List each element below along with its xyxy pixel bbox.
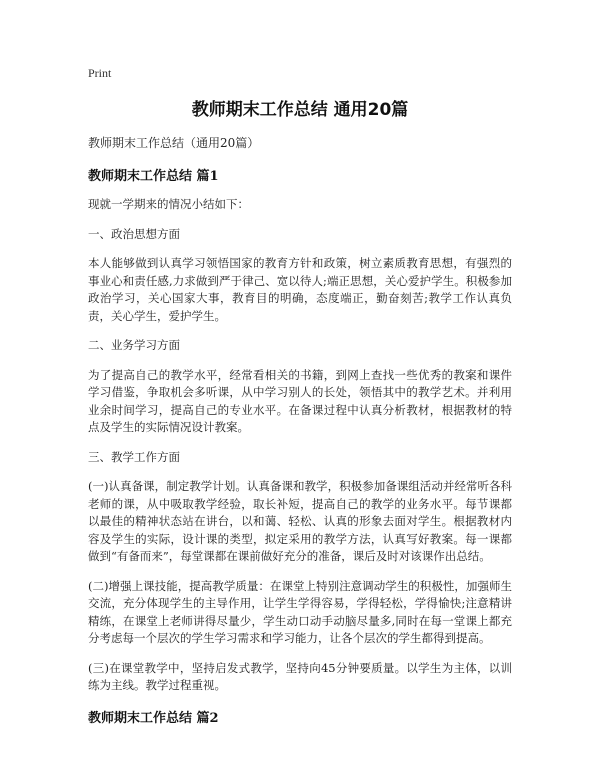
- document-title: 教师期末工作总结 通用20篇: [191, 100, 409, 120]
- intro-paragraph: 现就一学期来的情况小结如下：: [88, 197, 249, 211]
- part3-heading: 三、教学工作方面: [88, 449, 180, 464]
- part3-item-2: (二)增强上课技能，提高教学质量：在课堂上特别注意调动学生的积极性，加强师生交流，充分体现学生的主导作用，让学生学得容易，学得轻松，学得愉快;注意精讲精练，在课堂上老师讲得尽量少，学生动口动手动脑尽量多,同时在每一堂课上都充分考虑每一个层次的学生学习需求和学习能力，让各个层次的学生都得到提高。: [88, 578, 512, 645]
- part2-heading: 二、业务学习方面: [88, 338, 180, 352]
- section-heading-2: 教师期末工作总结 篇2: [88, 710, 219, 726]
- section-heading-1: 教师期末工作总结 篇1: [88, 169, 219, 184]
- part1-heading: 一、政治思想方面: [88, 226, 180, 241]
- document-subtitle: 教师期末工作总结（通用20篇）: [88, 136, 260, 150]
- part1-paragraph: 本人能够做到认真学习领悟国家的教育方针和政策，树立素质教育思想，有强烈的事业心和责任感,力求做到严于律己、宽以待人;端正思想，关心爱护学生。积极参加政治学习，关心国家大事，教育目的明确，态度端正，勤奋刻苦;教学工作认真负责，关心学生，爱护学生。: [88, 256, 512, 323]
- part2-paragraph: 为了提高自己的教学水平，经常看相关的书籍，到网上查找一些优秀的教案和课件学习借鉴，争取机会多听课，从中学习别人的长处，领悟其中的教学艺术。并利用业余时间学习，提高自己的专业水平。在备课过程中认真分析教材，根据教材的特点及学生的实际情况设计教案。: [88, 367, 512, 434]
- print-label[interactable]: Print: [88, 66, 112, 80]
- part3-item-3: (三)在课堂教学中，坚持启发式教学，坚持向45分钟要质量。以学生为主体，以训练为主线。教学过程重视。: [88, 660, 512, 692]
- part3-item-1: (一)认真备课，制定教学计划。认真备课和教学，积极参加备课组活动并经常听各科老师的课，从中吸取教学经验，取长补短，提高自己的教学的业务水平。每节课都以最佳的精神状态站在讲台，以和蔼、轻松、认真的形象去面对学生。根据教材内容及学生的实际，设计课的类型，拟定采用的教学方法，认真写好教案。每一课都做到“有备而来”，每堂课都在课前做好充分的准备，课后及时对该课作出总结。: [88, 479, 512, 563]
